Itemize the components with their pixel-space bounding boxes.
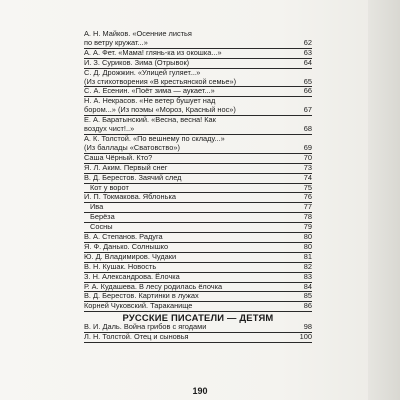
toc-page-number: 69 xyxy=(303,142,312,152)
toc-entry-text: Корней Чуковский. Тараканище xyxy=(84,301,193,311)
toc-entry-text: (Из баллады «Сватовство») xyxy=(84,142,180,152)
toc-page-number: 100 xyxy=(299,331,312,341)
toc-entry-text: В. И. Даль. Война грибов с ягодами xyxy=(84,322,207,331)
toc-entry-text: бором...» (Из поэмы «Мороз, Красный нос») xyxy=(84,105,236,115)
toc-page-number: 77 xyxy=(303,202,312,212)
toc-page-number: 68 xyxy=(303,124,312,134)
toc-page-number: 83 xyxy=(303,271,312,281)
toc-entry xyxy=(84,97,312,116)
toc-entry-text: Я. Л. Аким. Первый снег xyxy=(84,162,168,172)
toc-entry-text: А. А. Фет. «Мама! глянь-ка из окошка...» xyxy=(84,47,222,57)
toc-entry xyxy=(84,213,312,223)
table-of-contents-section xyxy=(84,323,312,343)
toc-page-number: 86 xyxy=(303,301,312,311)
toc-page-number: 65 xyxy=(303,76,312,86)
toc-page-number: 63 xyxy=(303,47,312,57)
toc-page-number: 80 xyxy=(303,232,312,242)
toc-page-number: 82 xyxy=(303,261,312,271)
toc-entry-text: Берёза xyxy=(90,212,115,222)
toc-entry-text: по ветру кружат...» xyxy=(84,37,148,47)
toc-entry-text: Ива xyxy=(90,202,104,212)
toc-page-number: 70 xyxy=(303,152,312,162)
toc-entry-text: А. К. Толстой. «По вешнему по складу...» xyxy=(84,133,225,143)
toc-entry-text: (Из стихотворения «В крестьянской семье») xyxy=(84,76,237,86)
page-number: 190 xyxy=(192,386,208,396)
toc-page-number: 76 xyxy=(303,192,312,202)
toc-page-number: 85 xyxy=(303,291,312,301)
adjacent-page-edge xyxy=(368,0,400,400)
toc-page-number: 66 xyxy=(303,86,312,96)
toc-entry xyxy=(84,69,312,88)
toc-entry-text: Н. А. Некрасов. «Не ветер бушует над xyxy=(84,96,216,106)
toc-entry xyxy=(84,174,312,184)
toc-entry-text: Е. А. Баратынский. «Весна, весна! Как xyxy=(84,115,216,125)
toc-page-number: 67 xyxy=(303,105,312,115)
toc-entry-text: Сосны xyxy=(90,222,113,232)
toc-page-number: 73 xyxy=(303,162,312,172)
toc-entry xyxy=(84,193,312,203)
toc-entry-text: Ю. Д. Владимиров. Чудаки xyxy=(84,251,177,261)
toc-entry-text: В. Д. Берестов. Картинки в лужах xyxy=(84,291,199,301)
toc-entry-text: В. Д. Берестов. Заячий след xyxy=(84,172,182,182)
toc-entry-text: С. А. Есенин. «Поёт зима — аукает...» xyxy=(84,86,215,96)
table-of-contents xyxy=(84,30,312,312)
toc-entry xyxy=(84,302,312,312)
toc-entry-text: Я. Ф. Данько. Солнышко xyxy=(84,241,169,251)
toc-entry-text: И. П. Токмакова. Яблонька xyxy=(84,192,176,202)
toc-entry xyxy=(84,30,312,49)
toc-page-number: 74 xyxy=(303,172,312,182)
toc-page-number: 79 xyxy=(303,222,312,232)
toc-entry-text: Саша Чёрный. Кто? xyxy=(84,152,153,162)
toc-entry-text: С. Д. Дрожжин. «Улицей гуляет...» xyxy=(84,67,201,77)
section-heading: РУССКИЕ ПИСАТЕЛИ — ДЕТЯМ xyxy=(122,312,274,323)
toc-page-number: 80 xyxy=(303,241,312,251)
toc-entry xyxy=(84,203,312,213)
toc-entry-text: В. Н. Кушак. Новость xyxy=(84,261,157,271)
toc-entry xyxy=(84,333,312,343)
toc-page-number: 64 xyxy=(303,57,312,67)
toc-entry-text: Л. Н. Толстой. Отец и сыновья xyxy=(84,331,189,341)
toc-page-number: 75 xyxy=(303,182,312,192)
toc-entry-text: Р. А. Кудашева. В лесу родилась ёлочка xyxy=(84,281,223,291)
toc-page-number: 78 xyxy=(303,212,312,222)
toc-entry-text: воздух чист!..» xyxy=(84,124,135,134)
toc-entry-text: А. Н. Майков. «Осенние листья xyxy=(84,29,192,38)
toc-entry-text: Кот у ворот xyxy=(90,182,129,192)
toc-entry-text: В. А. Степанов. Радуга xyxy=(84,232,163,242)
toc-entry xyxy=(84,135,312,154)
toc-page-number: 98 xyxy=(303,322,312,331)
toc-page-number: 84 xyxy=(303,281,312,291)
toc-entry xyxy=(84,116,312,135)
toc-entry-text: И. З. Суриков. Зима (Отрывок) xyxy=(84,57,190,67)
toc-page-number: 62 xyxy=(303,37,312,47)
toc-entry-text: З. Н. Александрова. Ёлочка xyxy=(84,271,180,281)
toc-page-number: 81 xyxy=(303,251,312,261)
